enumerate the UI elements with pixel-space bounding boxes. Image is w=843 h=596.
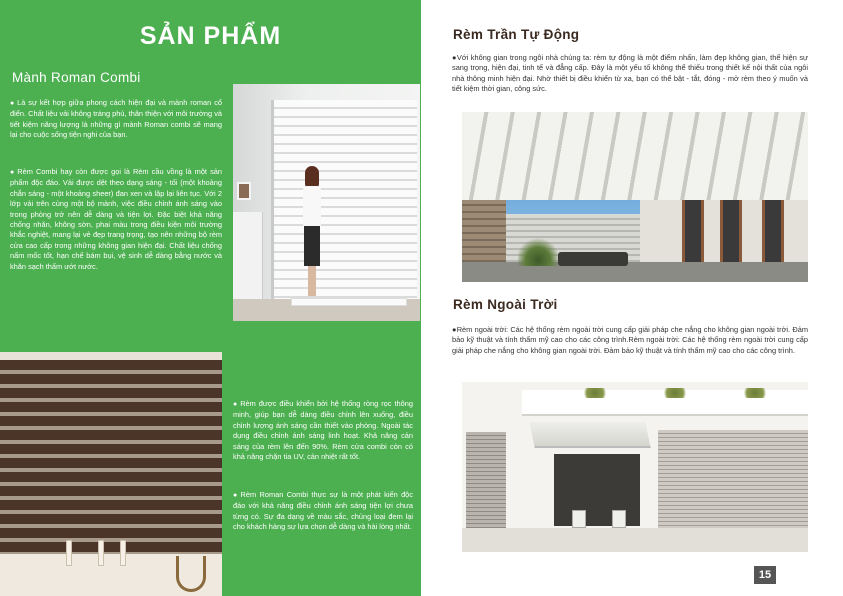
- photo-outdoor-awning: [462, 382, 808, 552]
- section-heading-roman-combi: Mành Roman Combi: [12, 70, 141, 85]
- bullet-icon: ●: [10, 169, 16, 176]
- heading-automatic-ceiling-blinds: Rèm Trần Tự Động: [453, 27, 580, 42]
- paragraph-combi-description: ● Rèm Combi hay còn được gọi là Rèm cầu vồng là một sản phẩm độc đáo. Vải được dệt theo dạng sáng - tối (một khoảng chắn sáng - một khoảng sheer) đan xen và lặp lại liên tục. Với 2 lớp vải trên cùng một bộ mành, việc điều chỉnh ánh sáng vào trong phòng trở nên dễ dàng và tiện lợi. Đặc biệt khả năng chống nhăn, không sờn, phai màu trong điều kiện môi trường khắc nghiệt, mang lại vẻ đẹp trang trọng, tạo nên những bộ rèm cửa cao cấp trong những không gian hiện đại. Chất liệu chống nấm mốc tốt, hạn chế bám bụi, vệ sinh dễ dàng bằng nước và khăn sạch thấm ướt nước.: [10, 167, 222, 271]
- photo-retractable-ceiling-awning: [462, 112, 808, 282]
- heading-outdoor-blinds: Rèm Ngoài Trời: [453, 297, 558, 312]
- paragraph-ceiling-blinds: ●Với không gian trong ngôi nhà chúng ta: rèm tự động là một điểm nhấn, làm đẹp không gian, thể hiện sự sang trọng, hiện đại, tinh tế và đẳng cấp. Đây là một yếu tố không thể thiếu trong thiết kế nội thất của ngôi nhà thông minh hiện đại. Nhờ thiết bị điều khiển từ xa, bạn có thể bật - tắt, đóng - mở rèm theo ý muốn và tiết kiệm thời gian, công sức.: [452, 53, 808, 94]
- bullet-icon: ●: [452, 325, 457, 334]
- paragraph-conclusion: ● Rèm Roman Combi thực sự là một phát kiến độc đáo với khả năng điều chỉnh ánh sáng tiện lợi chưa từng có. Sự đa dạng về màu sắc, chủng loại đem lại cho khách hàng sự lựa chọn dễ dàng và hài lòng nhất.: [233, 490, 413, 532]
- page-title: SẢN PHẨM: [139, 22, 282, 50]
- photo-brown-zebra-blinds: [0, 352, 222, 596]
- paragraph-pulley-control: ● Rèm được điều khiển bởi hệ thống ròng rọc thông minh, giúp bạn dễ dàng điều chỉnh lên xuống, điều chỉnh lượng ánh sáng cần thiết vào phòng. Ngoài tác dụng điều chỉnh ánh sáng linh hoạt. Khả năng cản sáng của rèm lên đến 90%. Rèm cửa combi còn có khả năng chặn tia UV, cản nhiệt rất tốt.: [233, 399, 413, 462]
- bullet-icon: ●: [233, 401, 239, 408]
- paragraph-outdoor-blinds: ●Rèm ngoài trời: Các hệ thống rèm ngoài trời cung cấp giải pháp che nắng cho không gian ngoài trời. Đảm bảo kỹ thuật và tính thẩm mỹ cao cho các công trình.Rèm ngoài trời: Các hệ thống rèm ngoài trời cung cấp giải pháp che nắng cho không gian ngoài trời. Đảm bảo kỹ thuật và tính thẩm mỹ cao cho các công trình.: [452, 325, 809, 355]
- paragraph-intro: ● Là sự kết hợp giữa phong cách hiện đại và mành roman cổ điển. Chất liệu vải không tráng phủ, thân thiện với môi trường và tiết kiệm năng lượng là những gì mành Roman combi sẽ mang lại cho cuộc sống tiện nghi của bạn.: [10, 98, 222, 140]
- photo-white-roman-blinds-room: [233, 84, 420, 321]
- bullet-icon: ●: [452, 53, 457, 62]
- left-page: [0, 0, 421, 596]
- bullet-icon: ●: [233, 492, 239, 499]
- bullet-icon: ●: [10, 100, 16, 107]
- page-number: 15: [754, 566, 776, 584]
